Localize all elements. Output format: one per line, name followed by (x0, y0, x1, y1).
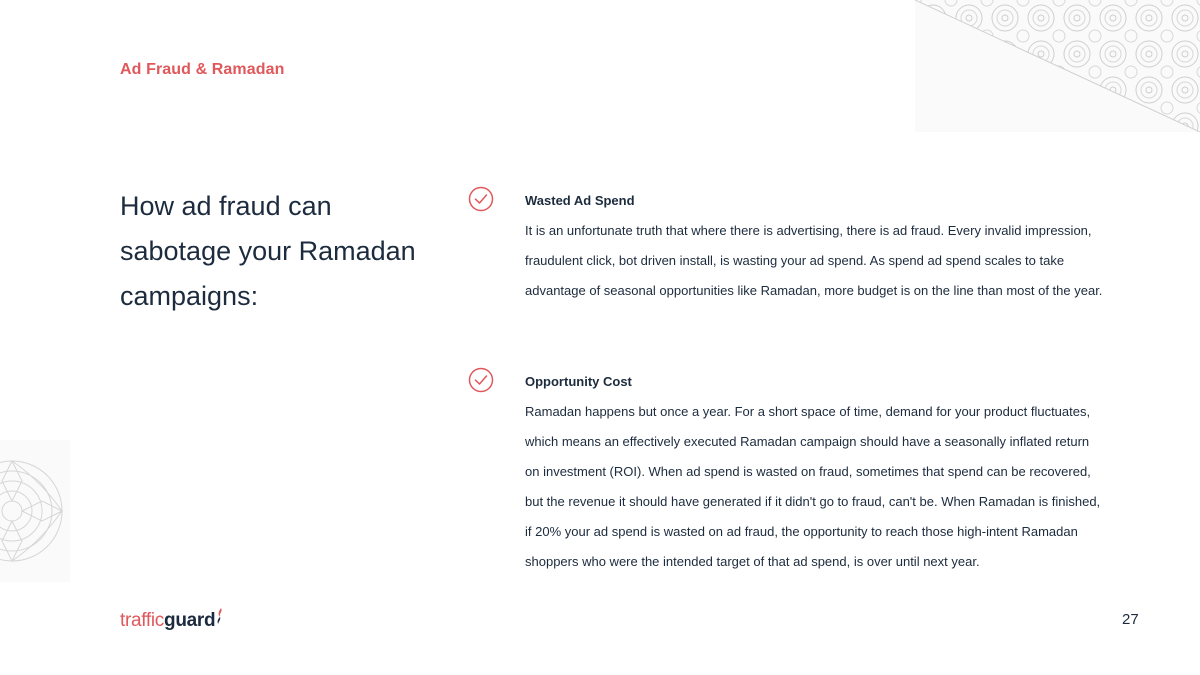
logo-flame-icon (216, 608, 224, 624)
item-body: It is an unfortunate truth that where there is advertising, there is ad fraud. Every invalid impression, fraudulent click, bot driven install, is wasting your ad spend. As spend ad spend scales to take advantage of seasonal opportunities like Ramadan, more budget is on the line than most of the year. (525, 223, 1103, 298)
page-number: 27 (1122, 611, 1139, 628)
decorative-pattern-top (915, 0, 1200, 132)
item-title: Wasted Ad Spend (525, 193, 635, 208)
page-title: How ad fraud can sabotage your Ramadan campaigns: (120, 191, 416, 311)
check-circle-icon (468, 186, 494, 212)
check-circle-icon (468, 367, 494, 393)
logo-text-traffic: traffic (120, 610, 165, 631)
decorative-pattern-left (0, 440, 70, 582)
section-label: Ad Fraud & Ramadan (120, 61, 285, 78)
item-body: Ramadan happens but once a year. For a short space of time, demand for your product fluctuates, which means an effectively executed Ramadan campaign should have a seasonally inflated return on investment (ROI). When ad spend is wasted on fraud, sometimes that spend can be recovered, but the revenue it should have generated if it didn't go to fraud, can't be. When Ramadan is finished, if 20% your ad spend is wasted on ad fraud, the opportunity to reach those high-intent Ramadan shoppers who were the intended target of that ad spend, is over until next year. (525, 404, 1101, 569)
trafficguard-logo (120, 610, 224, 638)
item-title: Opportunity Cost (525, 374, 632, 389)
logo-text-guard: guard (164, 610, 216, 631)
